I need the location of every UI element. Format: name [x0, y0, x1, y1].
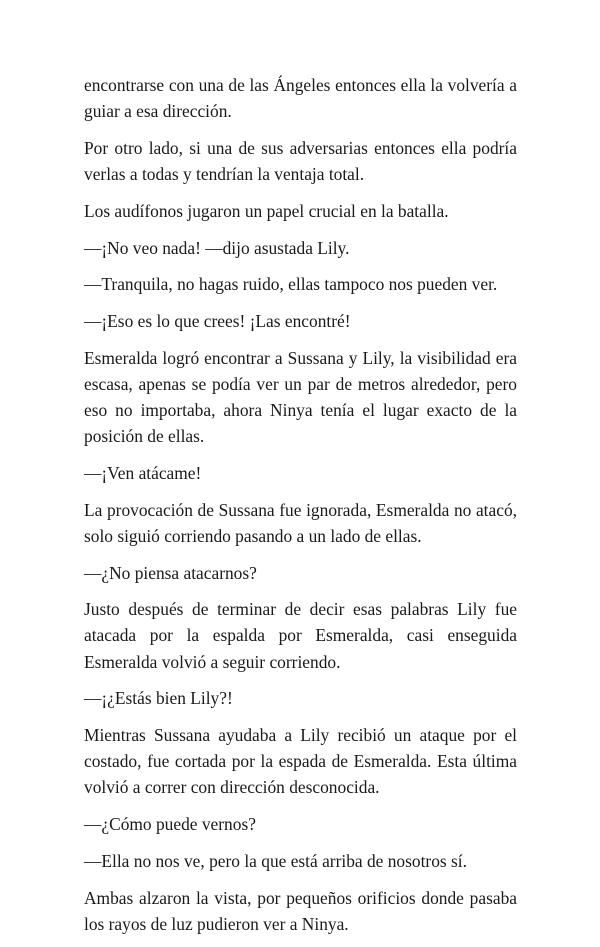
paragraph-3: Los audífonos jugaron un papel crucial en la batalla.	[84, 200, 449, 221]
dialogue-lily-1: —¡No veo nada! —dijo asustada Lily.	[84, 237, 350, 258]
paragraph-2: Por otro lado, si una de sus adversarias entonces ella podría verlas a todas y tendrían la ventaja total.	[84, 137, 517, 185]
paragraph-8: Ambas alzaron la vista, por pequeños orificios donde pasaba los rayos de luz pudieron ver a Ninya.	[84, 887, 517, 934]
dialogue-6: —¡¿Estás bien Lily?!	[84, 688, 233, 709]
dialogue-3: —¡Eso es lo que crees! ¡Las encontré!	[84, 310, 351, 331]
dialogue-7: —¿Cómo puede vernos?	[84, 814, 256, 835]
page-body	[84, 72, 517, 947]
dialogue-5: —¿No piensa atacarnos?	[84, 562, 257, 583]
paragraph-4: Esmeralda logró encontrar a Sussana y Lily, la visibilidad era escasa, apenas se podía ver un par de metros alrededor, pero eso no importaba, ahora Ninya tenía el lugar exacto de la posición de ellas.	[84, 347, 517, 447]
dialogue-4: —¡Ven atácame!	[84, 462, 202, 483]
paragraph-6: Justo después de terminar de decir esas palabras Lily fue atacada por la espalda por Esmeralda, casi enseguida Esmeralda volvió a seguir corriendo.	[84, 599, 517, 672]
paragraph-5: La provocación de Sussana fue ignorada, Esmeralda no atacó, solo siguió corriendo pasando a un lado de ellas.	[84, 499, 517, 546]
dialogue-8: —Ella no nos ve, pero la que está arriba de nosotros sí.	[84, 850, 467, 871]
paragraph-7: Mientras Sussana ayudaba a Lily recibió un ataque por el costado, fue cortada por la espada de Esmeralda. Esta última volvió a correr con dirección desconocida.	[84, 725, 517, 798]
dialogue-2: —Tranquila, no hagas ruido, ellas tampoco nos pueden ver.	[84, 274, 498, 295]
paragraph-1: encontrarse con una de las Ángeles entonces ella la volvería a guiar a esa dirección.	[84, 75, 517, 122]
